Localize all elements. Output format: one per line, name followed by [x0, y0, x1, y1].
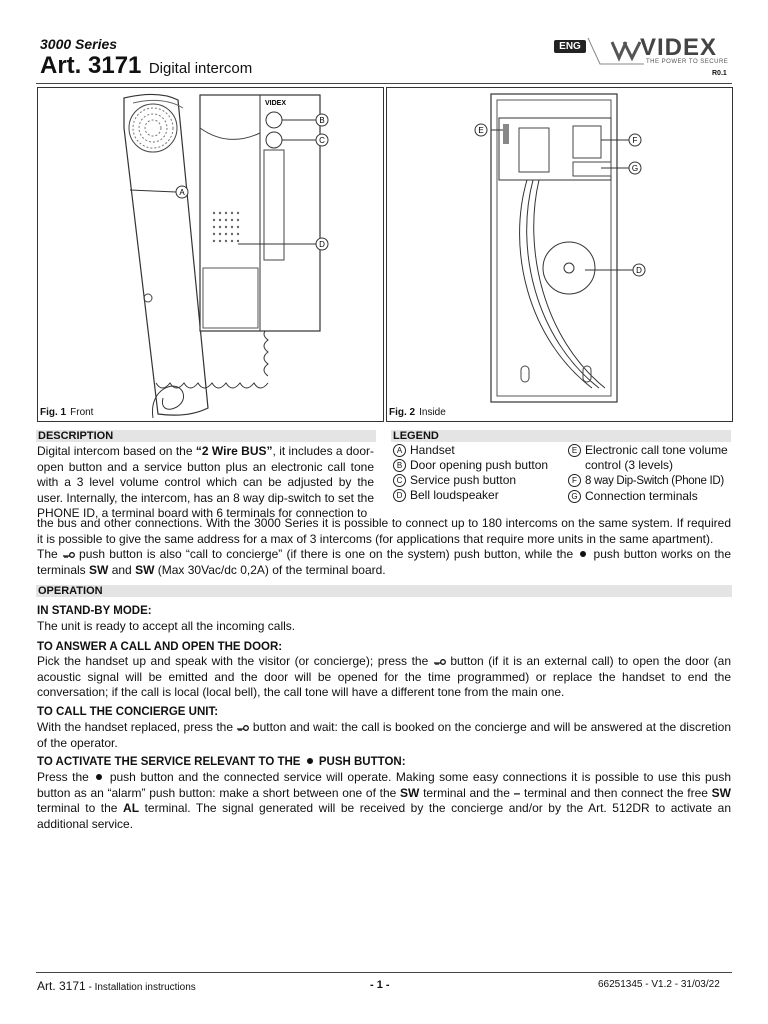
legend-item [393, 458, 565, 473]
desc-text-2: the bus and other connections. With the 3000 Series it is possible to connect up to 180 intercoms on the same system. If required it is possible to give the same address for a max of 3 intercoms (for applications that require more units in the same apartment). [37, 516, 731, 546]
service-minus: – [513, 785, 521, 800]
desc-text-1a: Digital intercom based on the [37, 444, 196, 458]
unit-brand: VIDEX [265, 100, 287, 107]
desc-text-3d: and [108, 562, 136, 577]
service-heading [37, 756, 406, 768]
concierge-heading: TO CALL THE CONCIERGE UNIT: [37, 706, 219, 718]
desc-text-3e: (Max 30Vac/dc 0,2A) of the terminal board. [154, 562, 386, 577]
service-text-c: terminal and the [419, 785, 514, 800]
standby-text: The unit is ready to accept all the incoming calls. [37, 619, 296, 633]
service-dot-icon [96, 774, 102, 780]
footer-doc-code: 66251345 - V1.2 - 31/03/22 [598, 979, 720, 990]
legend-key-icon: A [393, 444, 406, 457]
revision-label: R0.1 [712, 70, 727, 77]
description-paragraph-1 [37, 444, 374, 522]
language-badge: ENG [554, 40, 586, 53]
callout-c: C [319, 136, 325, 145]
figure-front [37, 87, 384, 422]
concierge-text [37, 720, 731, 751]
legend-key-icon: B [393, 459, 406, 472]
callout-d-inside: D [636, 266, 642, 275]
legend-text: 8 way Dip-Switch (Phone ID) [585, 475, 724, 487]
legend-item [568, 473, 734, 489]
concierge-text-b: button and wait: the call is booked on the concierge and will be answered at the discretion of the operator. [37, 720, 731, 750]
callout-a: A [179, 188, 185, 197]
key-icon [62, 550, 75, 559]
brand-tagline: THE POWER TO SECURE [646, 59, 729, 65]
figure-2-label: Fig. 2 [389, 407, 416, 418]
service-text-b: push button and the connected service will operate. Making some easy connections it is possible to use this push button as an “alarm” push button: make a short between one of the [37, 770, 731, 800]
service-text-e: terminal to the [37, 801, 124, 815]
service-text-a: Press the [37, 770, 94, 784]
callout-f: F [632, 136, 638, 145]
legend-text: Connection terminals [585, 489, 698, 503]
legend-text: Service push button [410, 473, 517, 487]
header-divider [36, 83, 732, 84]
legend-item [393, 488, 565, 503]
legend-key-icon: C [393, 474, 406, 487]
service-sw-2: SW [711, 785, 732, 800]
series-label: 3000 Series [40, 36, 118, 52]
desc-sw-1: SW [89, 562, 109, 577]
legend-text: Door opening push button [410, 458, 549, 472]
legend-item [568, 489, 734, 504]
legend-item [568, 443, 734, 473]
footer-left [37, 979, 196, 993]
legend-key-icon: F [568, 474, 581, 487]
legend-item [393, 473, 565, 488]
page-title [40, 52, 252, 80]
answer-text-a: Pick the handset up and speak with the visitor (or concierge); press the [37, 654, 433, 668]
desc-text-3a: The [37, 547, 62, 561]
legend-text: Handset [410, 443, 455, 457]
figure-1-label: Fig. 1 [40, 407, 67, 418]
figure-2-caption [389, 407, 446, 418]
desc-sw-2: SW [135, 562, 155, 577]
legend-key-icon: E [568, 444, 581, 457]
volume-control-icon [503, 124, 509, 144]
figure-2-caption-text: Inside [419, 407, 446, 418]
service-text-f: terminal. The signal generated will be received by the concierge and/or by the Art. 512DR to activate an additional service. [37, 801, 732, 831]
standby-heading: IN STAND-BY MODE: [37, 605, 152, 617]
footer-article: Art. 3171 [37, 979, 86, 993]
answer-text [37, 654, 731, 701]
article-number: Art. 3171 [40, 52, 142, 79]
concierge-text-a: With the handset replaced, press the [37, 720, 237, 734]
callout-e: E [478, 126, 484, 135]
service-heading-a: TO ACTIVATE THE SERVICE RELEVANT TO THE [37, 756, 304, 768]
intercom-front-drawing [38, 88, 383, 421]
intercom-inside-drawing [387, 88, 732, 421]
desc-text-3b: push button is also “call to concierge” (if there is one on the system) push button, while the [74, 547, 578, 561]
legend-item [393, 443, 565, 458]
service-al: AL [123, 801, 140, 815]
legend-left [393, 443, 565, 503]
legend-key-icon: D [393, 489, 406, 502]
description-paragraph-2 [37, 516, 731, 578]
article-subtitle: Digital intercom [148, 60, 253, 77]
description-heading: DESCRIPTION [36, 430, 376, 442]
answer-heading: TO ANSWER A CALL AND OPEN THE DOOR: [37, 641, 283, 653]
figure-inside [386, 87, 733, 422]
legend-heading: LEGEND [391, 430, 731, 442]
service-dot-icon [580, 551, 586, 557]
callout-d: D [319, 240, 325, 249]
figure-1-caption-text: Front [70, 407, 94, 418]
callout-g: G [631, 164, 639, 173]
legend-text: Electronic call tone volume control (3 levels) [585, 443, 728, 472]
service-text-d: terminal and then connect the free [520, 785, 712, 800]
service-sw: SW [400, 785, 420, 800]
service-dot-icon [307, 758, 313, 764]
key-icon [236, 723, 249, 732]
brand-logo: VIDEX [640, 34, 718, 61]
logo-swoosh-icon [586, 34, 646, 68]
desc-text-3c: push button works on the terminals [37, 547, 732, 577]
callout-b: B [319, 116, 325, 125]
desc-text-1b: “2 Wire BUS” [195, 444, 273, 458]
footer-doc-type: - Installation instructions [85, 982, 196, 993]
figure-1-caption [40, 407, 93, 418]
service-text [37, 770, 731, 832]
service-heading-b: PUSH BUTTON: [315, 756, 406, 768]
legend-text: Bell loudspeaker [410, 488, 499, 502]
footer-divider [36, 972, 732, 973]
operation-heading: OPERATION [36, 585, 732, 597]
answer-text-b: button (if it is an external call) to open the door (an acoustic signal will be emitted and the door will be opened for the time programmed) or replace the handset to end the conversation; if the call is local (local bell), the call tone will have a different tone from the main one. [37, 654, 731, 699]
page-number: - 1 - [370, 979, 390, 991]
legend-right [568, 443, 734, 504]
desc-text-1c: , it includes a door-open button and a service button plus an electronic call tone with a 3 level volume control which can be adjusted by the user. Internally, the intercom, has an 8 way dip-switch to set the PHONE ID, a terminal board with 6 terminals for connection to [37, 444, 374, 520]
legend-key-icon: G [568, 490, 581, 503]
key-icon [433, 657, 446, 666]
